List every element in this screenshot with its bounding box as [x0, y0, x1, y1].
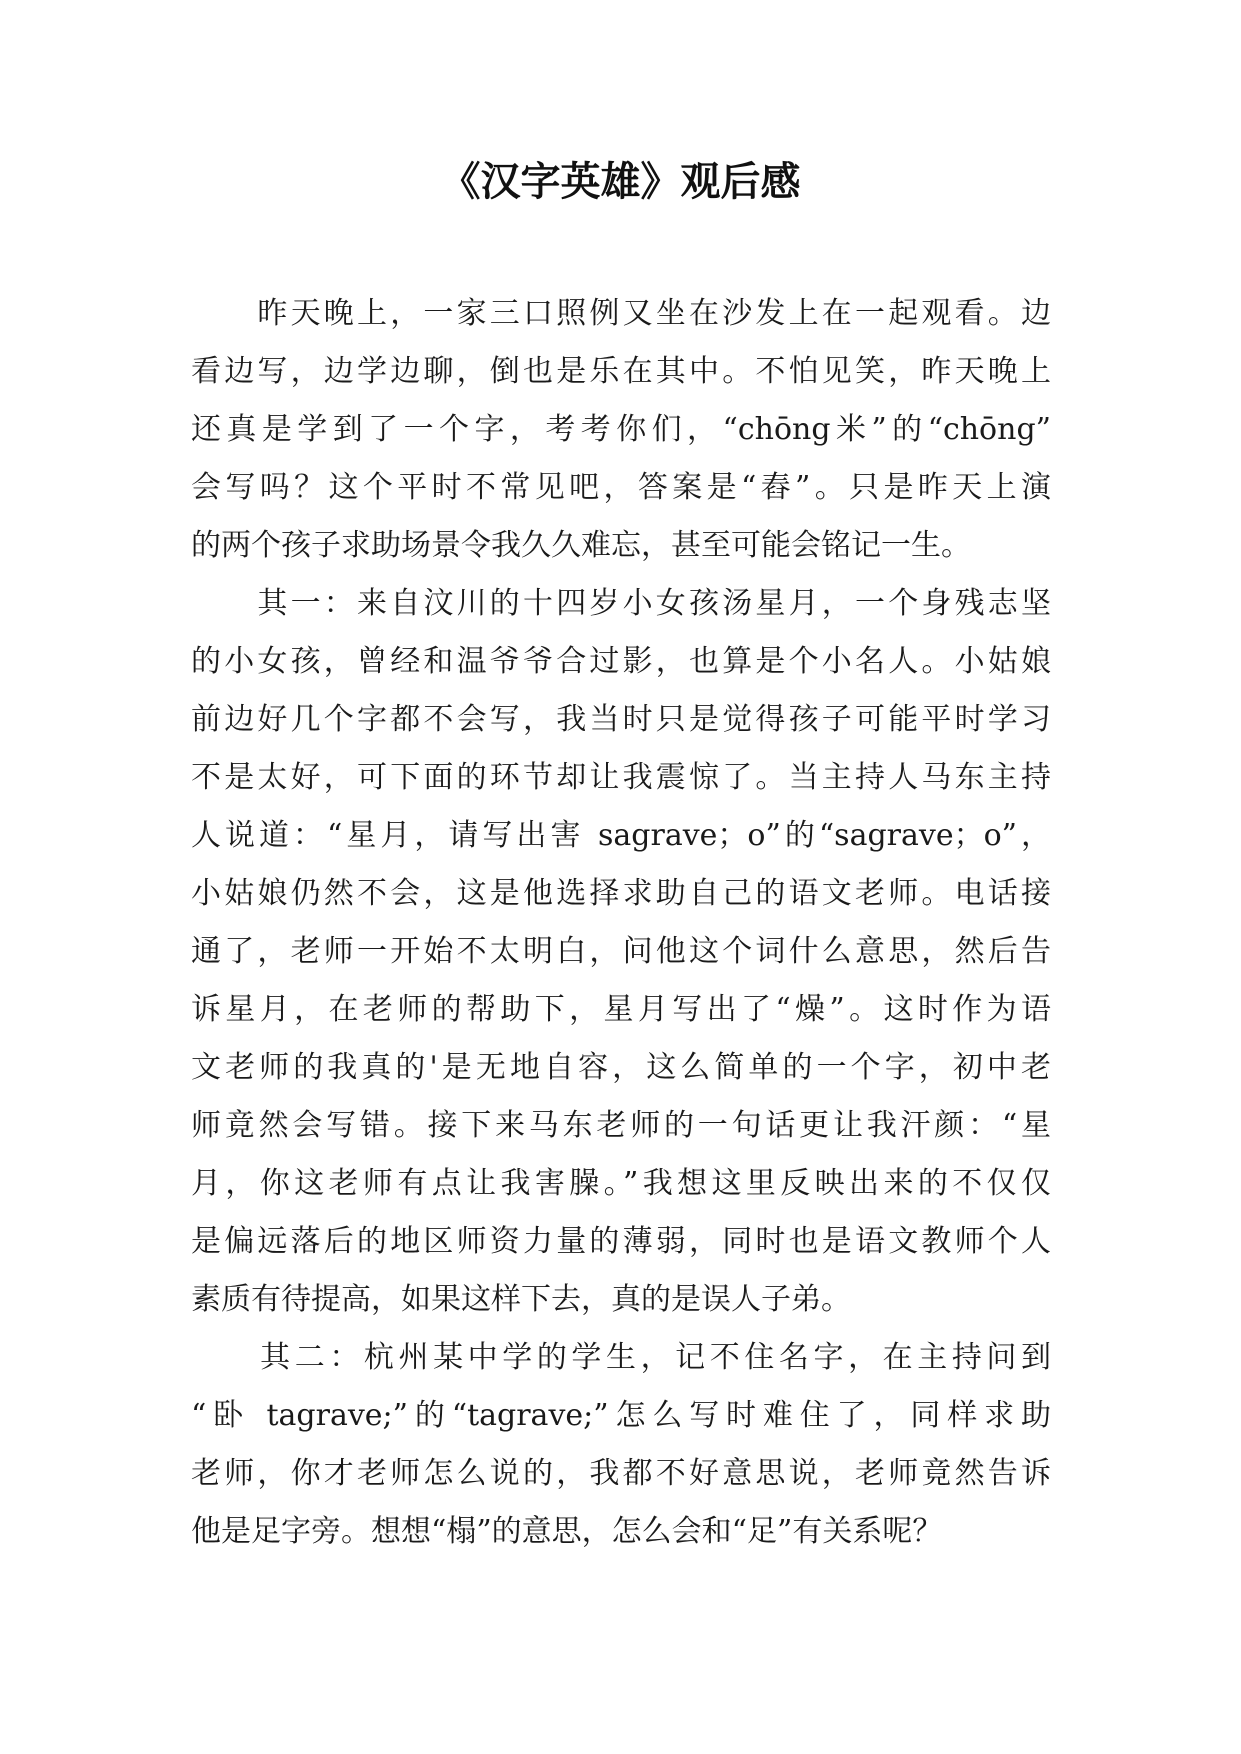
- document-title: 《汉字英雄》观后感: [440, 159, 801, 205]
- text-line: 的两个孩子求助场景令我久久难忘，甚至可能会铭记一生。: [191, 528, 971, 563]
- text-line: 文老师的我真的'是无地自容，这么简单的一个字，初中老: [191, 1050, 1051, 1085]
- text-line: 小姑娘仍然不会，这是他选择求助自己的语文老师。电话接: [191, 876, 1051, 911]
- text-line: 昨天晚上，一家三口照例又坐在沙发上在一起观看。边: [191, 296, 1051, 331]
- document-body: [191, 285, 1051, 1561]
- text-line: 老师，你才老师怎么说的，我都不好意思说，老师竟然告诉: [191, 1456, 1051, 1491]
- text-line: 诉星月，在老师的帮助下，星月写出了“燥”。这时作为语: [191, 992, 1051, 1027]
- text-line: 月，你这老师有点让我害臊。”我想这里反映出来的不仅仅: [191, 1166, 1051, 1201]
- text-line: 其二：杭州某中学的学生，记不住名字，在主持问到: [191, 1340, 1051, 1375]
- text-line: 素质有待提高，如果这样下去，真的是误人子弟。: [191, 1282, 851, 1317]
- text-line: “卧 tagrave;”的“tagrave;”怎么写时难住了，同样求助: [191, 1398, 1051, 1433]
- text-line: 师竟然会写错。接下来马东老师的一句话更让我汗颜：“星: [191, 1108, 1051, 1143]
- text-line: 是偏远落后的地区师资力量的薄弱，同时也是语文教师个人: [191, 1224, 1051, 1259]
- text-line: 看边写，边学边聊，倒也是乐在其中。不怕见笑，昨天晚上: [191, 354, 1051, 389]
- text-line: 还真是学到了一个字，考考你们，“chōng米”的“chōng”: [191, 412, 1051, 447]
- text-line: 他是足字旁。想想“榻”的意思，怎么会和“足”有关系呢？: [191, 1514, 943, 1549]
- text-line: 的小女孩，曾经和温爷爷合过影，也算是个小名人。小姑娘: [191, 644, 1051, 679]
- text-line: 会写吗？这个平时不常见吧，答案是“舂”。只是昨天上演: [191, 470, 1051, 505]
- text-line: 其一：来自汶川的十四岁小女孩汤星月，一个身残志坚: [191, 586, 1051, 621]
- text-line: 人说道：“星月，请写出害 sagrave；o”的“sagrave；o”，: [191, 818, 1051, 853]
- text-line: 不是太好，可下面的环节却让我震惊了。当主持人马东主持: [191, 760, 1051, 795]
- text-line: 通了，老师一开始不太明白，问他这个词什么意思，然后告: [191, 934, 1051, 969]
- text-line: 前边好几个字都不会写，我当时只是觉得孩子可能平时学习: [191, 702, 1051, 737]
